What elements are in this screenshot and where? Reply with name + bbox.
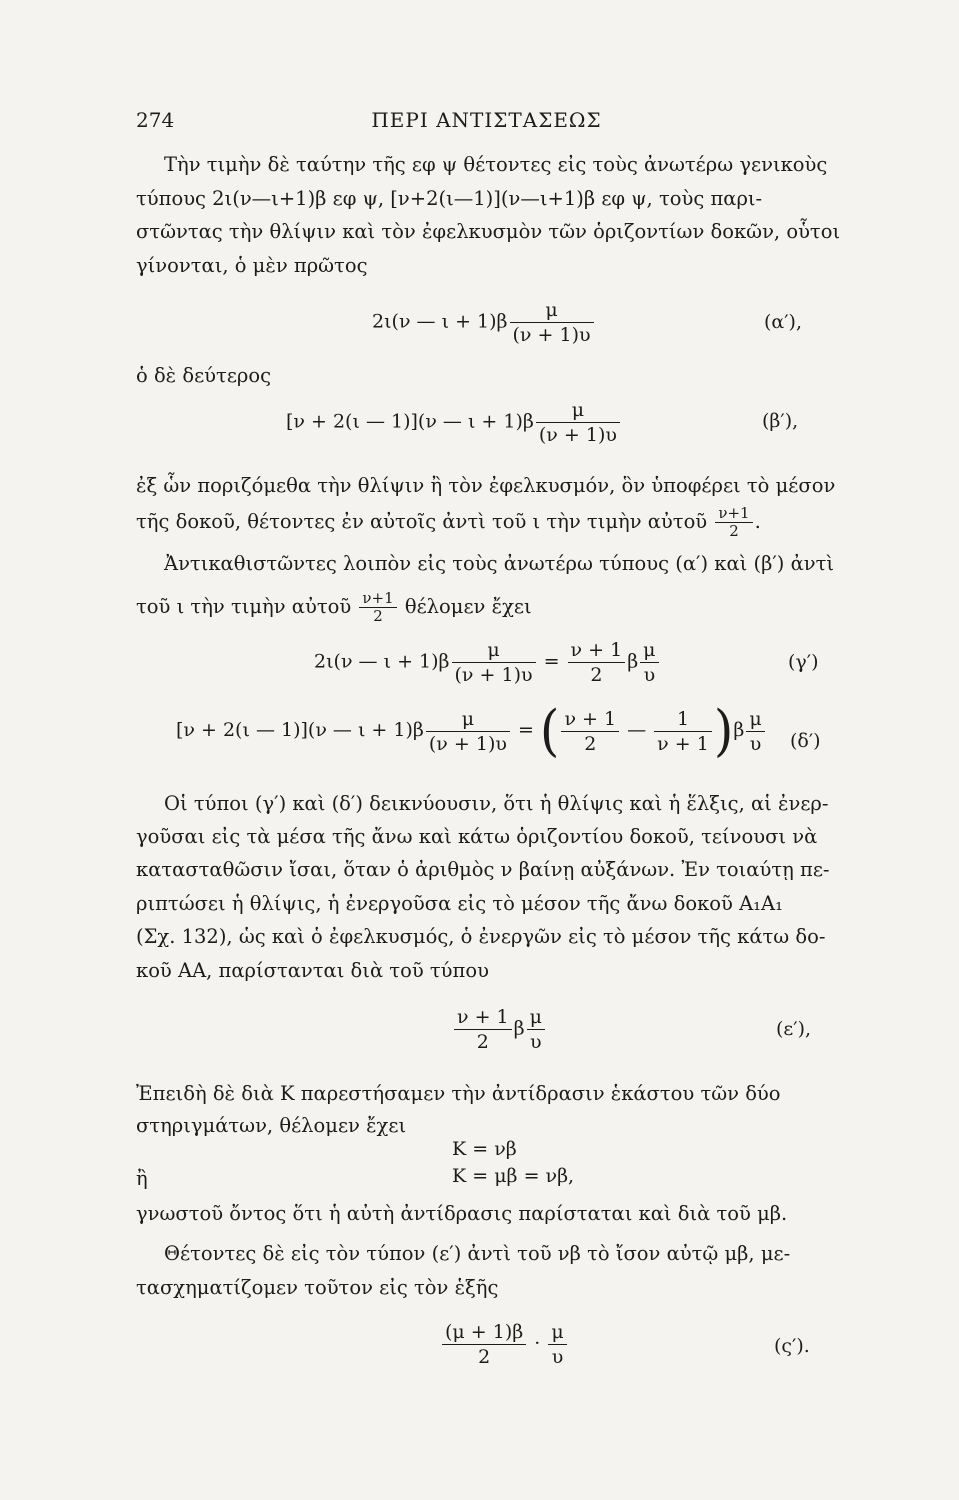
text-line: τῆς δοκοῦ, θέτοντες ἐν αὐτοῖς ἀντὶ τοῦ ι τὴν τιμὴν αὐτοῦ $\frac{\nu+1}{2}$ . xyxy=(136,504,761,540)
equation-epsilon: $\frac{\nu + 1}{2}$ β $\frac{\mu}{\upsilon}$ xyxy=(452,1005,547,1054)
text-line: γίνονται, ὁ μὲν πρῶτος xyxy=(136,254,368,277)
fraction: $\frac{\mu}{\upsilon}$ xyxy=(640,638,658,687)
text-line: Θέτοντες δὲ εἰς τὸν τύπον (ε′) ἀντὶ τοῦ νβ τὸ ἴσον αὐτῷ μβ, με- xyxy=(164,1242,791,1265)
text-line: ὁ δὲ δεύτερος xyxy=(136,364,272,387)
page-number: 274 xyxy=(136,108,175,132)
fraction: $\frac{(\mu + 1)\beta}{2}$ xyxy=(442,1320,526,1369)
text-line: γοῦσαι εἰς τὰ μέσα τῆς ἄνω καὶ κάτω ὁριζοντίου δοκοῦ, τείνουσι νὰ xyxy=(136,825,818,848)
fraction: $\frac{1}{\nu + 1}$ xyxy=(654,707,712,756)
fraction: $\frac{\mu}{(\nu + 1)\upsilon}$ xyxy=(536,398,620,447)
equation-tag: (γ′) xyxy=(788,651,819,673)
fraction: $\frac{\mu}{\upsilon}$ xyxy=(527,1005,545,1054)
text-line: Τὴν τιμὴν δὲ ταύτην τῆς εφ ψ θέτοντες εἰς τοὺς ἀνωτέρω γενικοὺς xyxy=(164,153,828,176)
equation-tag: (α′), xyxy=(764,311,803,333)
text-line: γνωστοῦ ὄντος ὅτι ἡ αὐτὴ ἀντίδρασις παρίσταται καὶ διὰ τοῦ μβ. xyxy=(136,1202,788,1225)
text-line: (Σχ. 132), ὡς καὶ ὁ ἐφελκυσμός, ὁ ἐνεργῶν εἰς τὸ μέσον τῆς κάτω δο- xyxy=(136,925,826,948)
text-line: στηριγμάτων, θέλομεν ἔχει xyxy=(136,1114,407,1137)
text-line: στῶντας τὴν θλίψιν καὶ τὸν ἐφελκυσμὸν τῶν ὁριζοντίων δοκῶν, οὗτοι xyxy=(136,220,841,243)
text-line: Ἐπειδὴ δὲ διὰ Κ παρεστήσαμεν τὴν ἀντίδρασιν ἑκάστου τῶν δύο xyxy=(136,1082,781,1105)
text-line: τοῦ ι τὴν τιμὴν αὐτοῦ $\frac{\nu+1}{2}$ θέλομεν ἔχει xyxy=(136,589,532,625)
text-line: ριπτώσει ἡ θλίψις, ἡ ἐνεργοῦσα εἰς τὸ μέσον τῆς ἄνω δοκοῦ Α₁Α₁ xyxy=(136,892,783,915)
page-header xyxy=(136,108,837,138)
text-line: τασχηματίζομεν τοῦτον εἰς τὸν ἑξῆς xyxy=(136,1276,499,1299)
text-line: τύπους 2ι(ν—ι+1)β εφ ψ, [ν+2(ι—1)](ν—ι+1)β εφ ψ, τοὺς παρι- xyxy=(136,187,763,210)
fraction: $\frac{\mu}{(\nu + 1)\upsilon}$ xyxy=(426,707,510,756)
equation-delta: [ν + 2(ι — 1)](ν — ι + 1)β $\frac{\mu}{(\nu + 1)\upsilon}$ = ( $\frac{\nu + 1}{2}$ — $\frac{1}{\nu + 1}$ )β $\frac{\mu}{\upsilon}$ xyxy=(176,706,767,756)
fraction: $\frac{\nu + 1}{2}$ xyxy=(568,638,626,687)
text-line: Οἱ τύποι (γ′) καὶ (δ′) δεικνύουσιν, ὅτι ἡ θλίψις καὶ ἡ ἕλξις, αἱ ἐνερ- xyxy=(164,792,829,815)
fraction: $\frac{\mu}{\upsilon}$ xyxy=(548,1320,566,1369)
fraction: $\frac{\nu + 1}{2}$ xyxy=(454,1005,512,1054)
equation-beta xyxy=(286,398,622,447)
equation-tag: (β′), xyxy=(762,410,799,432)
fraction: $\frac{\nu+1}{2}$ xyxy=(359,590,396,625)
equation-alpha xyxy=(372,298,596,347)
text-line: Ἀντικαθιστῶντες λοιπὸν εἰς τοὺς ἀνωτέρω τύπους (α′) καὶ (β′) ἀντὶ xyxy=(164,552,835,575)
text-line: ἐξ ὧν ποριζόμεθα τὴν θλίψιν ἢ τὸν ἐφελκυσμόν, ὃν ὑποφέρει τὸ μέσον xyxy=(136,474,836,497)
equation-tag: (δ′) xyxy=(790,730,821,752)
fraction: $\frac{\nu + 1}{2}$ xyxy=(561,707,619,756)
equation-tag: (ς′). xyxy=(774,1335,810,1357)
equation-lhs: 2ι(ν — ι + 1)β xyxy=(372,310,508,333)
equation-tag: (ε′), xyxy=(776,1018,812,1040)
fraction: $\frac{\mu}{(\nu + 1)\upsilon}$ xyxy=(510,298,594,347)
fraction: $\frac{\mu}{(\nu + 1)\upsilon}$ xyxy=(452,638,536,687)
equation-k1: Κ = νβ xyxy=(452,1138,517,1160)
running-title: ΠΕΡΙ ΑΝΤΙΣΤΑΣΕΩΣ xyxy=(371,108,602,132)
fraction: $\frac{\mu}{\upsilon}$ xyxy=(746,707,764,756)
equation-stigma: $\frac{(\mu + 1)\beta}{2}$ · $\frac{\mu}{\upsilon}$ xyxy=(440,1320,569,1369)
text-line: κατασταθῶσιν ἴσαι, ὅταν ὁ ἀριθμὸς ν βαίνῃ αὐξάνων. Ἐν τοιαύτῃ πε- xyxy=(136,858,830,881)
equation-gamma: 2ι(ν — ι + 1)β $\frac{\mu}{(\nu + 1)\upsilon}$ = $\frac{\nu + 1}{2}$ β $\frac{\mu}{\upsilon}$ xyxy=(314,638,661,687)
equation-k2: Κ = μβ = νβ, xyxy=(452,1165,575,1187)
text-line: ἢ xyxy=(136,1167,148,1190)
equation-lhs: [ν + 2(ι — 1)](ν — ι + 1)β xyxy=(286,410,534,433)
text-line: κοῦ ΑΑ, παρίστανται διὰ τοῦ τύπου xyxy=(136,959,489,982)
fraction: $\frac{\nu+1}{2}$ xyxy=(715,505,752,540)
